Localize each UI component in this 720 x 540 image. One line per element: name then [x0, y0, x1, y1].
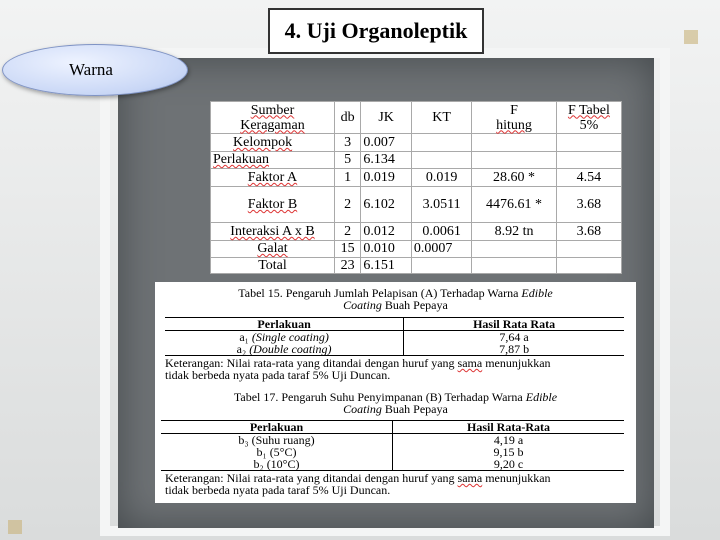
cell-fhitung [472, 134, 557, 151]
cell-perlakuan: b₁ (5°C) [161, 446, 393, 458]
header-sumber: Sumber Keragaman [211, 102, 335, 134]
cell-jk: 0.019 [361, 168, 412, 186]
cell-kt: 3.0511 [411, 186, 471, 222]
cell-fhitung: 4476.61 * [472, 186, 557, 222]
cell-jk: 6.102 [361, 186, 412, 222]
cell-fhitung: 28.60 * [472, 168, 557, 186]
warna-label-oval [2, 44, 188, 96]
cell-kt: 0.0061 [411, 223, 471, 240]
cell-ftabel: 4.54 [556, 168, 621, 186]
table15-header [165, 318, 624, 331]
cell-ftabel [556, 134, 621, 151]
cell-db: 15 [334, 240, 360, 257]
header-ftabel: F Tabel 5% [556, 102, 621, 134]
table15-col-perlakuan: Perlakuan [165, 318, 404, 331]
cell-hasil: 9,20 c [393, 458, 625, 471]
cell-fhitung [472, 151, 557, 168]
table-row [161, 434, 624, 447]
table-row [211, 134, 622, 151]
table-row [211, 186, 622, 222]
cell-hasil: 7,87 b [404, 343, 624, 356]
cell-db: 3 [334, 134, 360, 151]
cell-jk: 6.151 [361, 257, 412, 273]
table-row [165, 343, 624, 356]
cell-jk: 6.134 [361, 151, 412, 168]
cell-sumber: Faktor A [211, 168, 335, 186]
cell-perlakuan: a₁ (Single coating) [165, 331, 404, 344]
cell-sumber: Faktor B [211, 186, 335, 222]
table-row [165, 331, 624, 344]
cell-db: 2 [334, 223, 360, 240]
cell-db: 23 [334, 257, 360, 273]
cell-db: 1 [334, 168, 360, 186]
cell-fhitung [472, 257, 557, 273]
cell-ftabel [556, 257, 621, 273]
table17 [161, 420, 624, 471]
cell-perlakuan: b₂ (10°C) [161, 458, 393, 471]
cell-sumber: Total [211, 257, 335, 273]
table-row [161, 458, 624, 471]
cell-hasil: 4,19 a [493, 433, 524, 447]
table15 [165, 317, 624, 356]
cell-ftabel [556, 240, 621, 257]
cell-fhitung [472, 240, 557, 257]
anova-table [210, 101, 622, 274]
header-fhitung: F hitung [472, 102, 557, 134]
cell-ftabel: 3.68 [556, 186, 621, 222]
cell-jk: 0.012 [361, 223, 412, 240]
cell-kt: 0.0007 [411, 240, 471, 257]
table-row [211, 151, 622, 168]
table-row [211, 240, 622, 257]
cell-db: 2 [334, 186, 360, 222]
table15-caption: Tabel 15. Pengaruh Jumlah Pelapisan (A) Terhadap Warna Edible Coating Buah Pepaya [238, 286, 553, 312]
table15-col-hasil: Hasil Rata Rata [404, 318, 624, 331]
cell-db: 5 [334, 151, 360, 168]
header-db: db [334, 102, 360, 134]
cell-kt [411, 257, 471, 273]
header-jk: JK [361, 102, 412, 134]
corner-decoration [8, 520, 22, 534]
cell-sumber: Kelompok [211, 134, 335, 151]
cell-ftabel: 3.68 [556, 223, 621, 240]
table-row [161, 446, 624, 458]
cell-kt: 0.019 [411, 168, 471, 186]
table15-note: Keterangan: Nilai rata-rata yang ditandai dengan huruf yang sama menunjukkan tidak berbeda nyata pada taraf 5% Uji Duncan. [165, 356, 551, 382]
header-kt: KT [411, 102, 471, 134]
table-row [211, 168, 622, 186]
cell-fhitung: 8.92 tn [472, 223, 557, 240]
anova-header-row [211, 102, 622, 134]
slide-title: 4. Uji Organoleptik [268, 8, 484, 54]
table17-caption: Tabel 17. Pengaruh Suhu Penyimpanan (B) Terhadap Warna Edible Coating Buah Pepaya [233, 390, 558, 416]
cell-sumber: Galat [211, 240, 335, 257]
cell-hasil: 9,15 b [493, 445, 524, 459]
cell-sumber: Perlakuan [211, 151, 335, 168]
cell-kt [411, 134, 471, 151]
table17-col-perlakuan: Perlakuan [161, 421, 393, 434]
cell-sumber: Interaksi A x B [211, 223, 335, 240]
tables-panel [155, 282, 636, 503]
corner-decoration [684, 30, 698, 44]
cell-jk: 0.010 [361, 240, 412, 257]
table17-header [161, 421, 624, 434]
cell-perlakuan: a₂ (Double coating) [165, 343, 404, 356]
cell-hasil: 7,64 a [499, 330, 529, 344]
cell-ftabel [556, 151, 621, 168]
warna-label: Warna [69, 60, 113, 79]
table17-col-hasil: Hasil Rata-Rata [393, 421, 625, 434]
cell-jk: 0.007 [361, 134, 412, 151]
table17-note: Keterangan: Nilai rata-rata yang ditandai dengan huruf yang sama menunjukkan tidak berbeda nyata pada taraf 5% Uji Duncan. [165, 471, 551, 497]
cell-perlakuan: b₃ (Suhu ruang) [161, 434, 393, 447]
table-row [211, 223, 622, 240]
cell-kt [411, 151, 471, 168]
table-row [211, 257, 622, 273]
